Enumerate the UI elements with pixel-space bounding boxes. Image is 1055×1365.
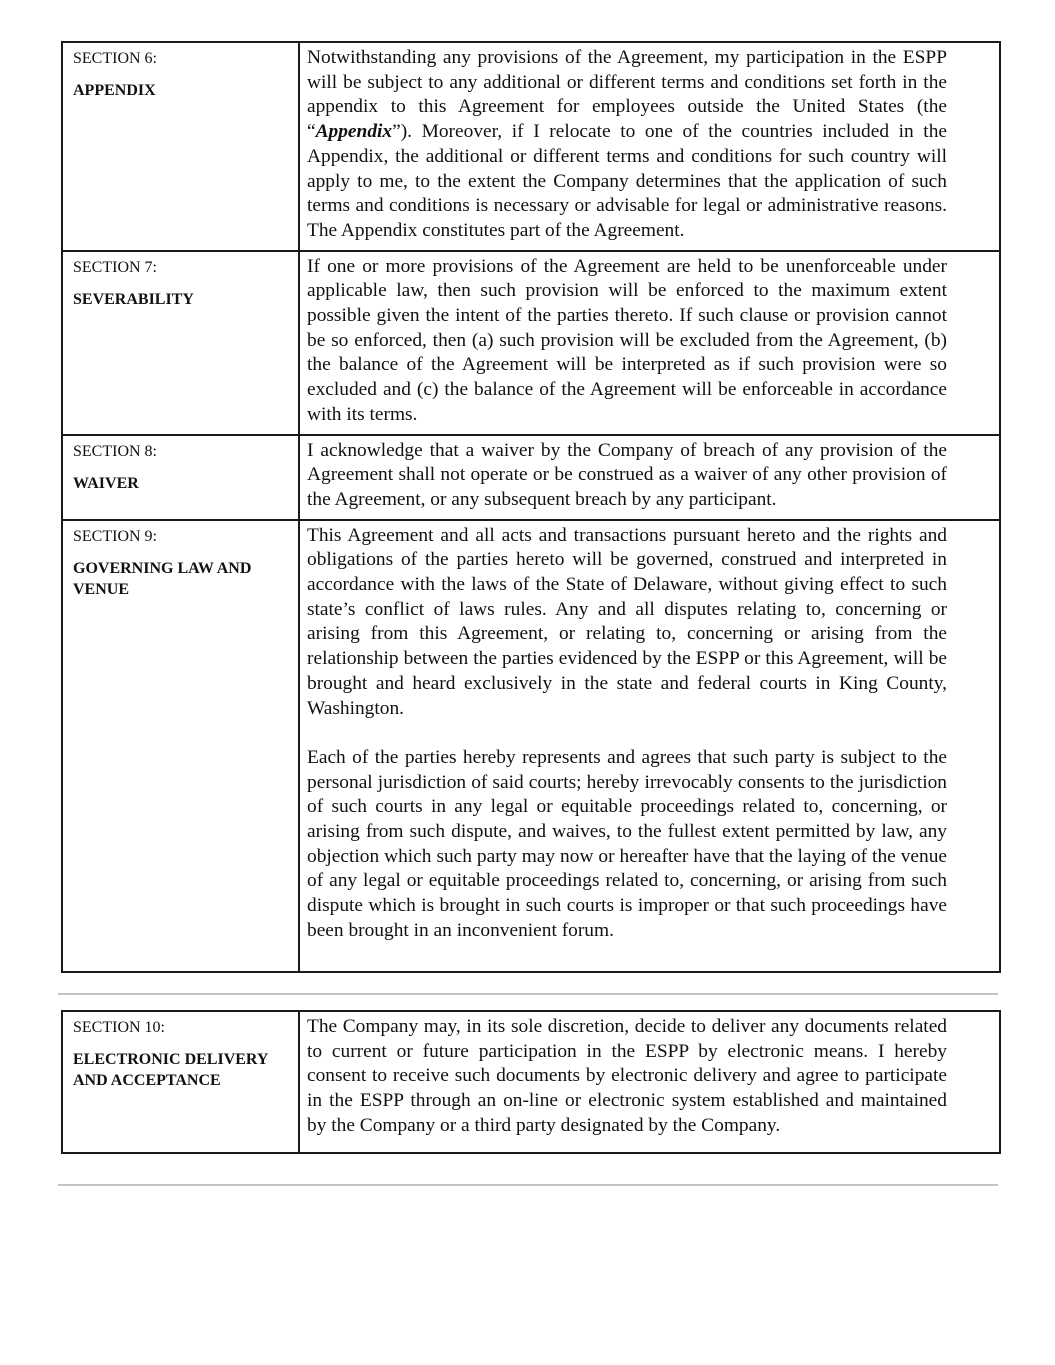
section-heading: APPENDIX bbox=[73, 82, 156, 99]
section-row-6 bbox=[62, 42, 1000, 251]
section-heading: SEVERABILITY bbox=[73, 290, 194, 308]
section-row-8 bbox=[62, 435, 1000, 520]
section-number: SECTION 6: bbox=[73, 50, 157, 67]
section-body-text bbox=[307, 46, 947, 244]
section-body-cell bbox=[299, 42, 1000, 251]
section-heading: WAIVER bbox=[73, 474, 139, 492]
section-body-text-part: ”). Moreover, if I relocate to one of the countries included in the Appendix, the additional or different terms and conditions for such country will apply to me, to the extent the Company determines that the application of such terms and conditions is necessary or advisable for legal or administrative reasons. The Appendix constitutes part of the Agreement. bbox=[307, 121, 947, 241]
section-body-text: I acknowledge that a waiver by the Company of breach of any provision of the Agreement shall not operate or be construed as a waiver of any other provision of the Agreement, or any subsequent breach by any participant. bbox=[307, 439, 947, 510]
sections-table-1 bbox=[61, 41, 1001, 973]
section-number: SECTION 7: bbox=[73, 258, 157, 276]
section-body-paragraph: Each of the parties hereby represents and agrees that such party is subject to the personal jurisdiction of said courts; hereby irrevocably consents to the jurisdiction of such courts in any legal or equitable proceedings related to, concerning, or arising from such dispute, and waives, to the fullest extent permitted by law, any objection which such party may now or hereafter have that the laying of the venue of any legal or equitable proceedings related to, concerning, or arising from such dispute which is brought in such courts is improper or that such proceedings have been brought in an inconvenient forum. bbox=[307, 746, 947, 941]
section-number: SECTION 10: bbox=[73, 1019, 165, 1036]
section-body-cell bbox=[299, 251, 1000, 435]
section-number: SECTION 8: bbox=[73, 442, 157, 460]
section-row-7 bbox=[62, 251, 1000, 435]
section-body-cell bbox=[299, 435, 1000, 520]
section-body-paragraph: This Agreement and all acts and transactions pursuant hereto and the rights and obligations of the parties hereto will be governed, construed and interpreted in accordance with the laws of the State of Delaware, without giving effect to such state’s conflict of laws rules. Any and all disputes relating to, concerning or arising from this Agreement, or relating to, concerning or arising from the relationship between the parties evidenced by the ESPP or this Agreement, will be brought and heard exclusively in the state and federal courts in King County, Washington. bbox=[307, 524, 947, 719]
section-label-cell bbox=[62, 251, 299, 435]
section-row-10 bbox=[62, 1011, 1000, 1153]
section-label-cell bbox=[62, 520, 299, 972]
section-number: SECTION 9: bbox=[73, 527, 157, 545]
section-heading: ELECTRONIC DELIVERY AND ACCEPTANCE bbox=[73, 1051, 268, 1089]
section-body-text: If one or more provisions of the Agreement are held to be unenforceable under applicable law, then such provision will be enforced to the maximum extent possible given the intent of the parties thereto. If such clause or provision cannot be so enforced, then (a) such provision will be excluded from the Agreement, (b) the balance of the Agreement will be interpreted as if such provision were so excluded and (c) the balance of the Agreement will be enforceable in accordance with its terms. bbox=[307, 255, 947, 425]
section-heading: GOVERNING LAW AND VENUE bbox=[73, 559, 252, 598]
section-body-cell bbox=[299, 520, 1000, 972]
section-label-cell bbox=[62, 435, 299, 520]
section-label-cell bbox=[62, 1011, 299, 1153]
sections-table-2 bbox=[61, 1010, 1001, 1154]
horizontal-divider bbox=[58, 993, 998, 995]
section-body-text: The Company may, in its sole discretion, decide to deliver any documents related to current or future participation in the ESPP by electronic means. I hereby consent to receive such documents by electronic delivery and agree to participate in the ESPP through an on-line or electronic system established and maintained by the Company or a third party designated by the Company. bbox=[307, 1016, 947, 1136]
section-label-cell bbox=[62, 42, 299, 251]
section-body-text-part: Notwithstanding any provisions of the Agreement, my participation in the ESPP will be subject to any additional or different terms and conditions set forth in the appendix to this Agreement for employees outside the United States (the “ bbox=[307, 47, 947, 143]
section-row-9 bbox=[62, 520, 1000, 972]
section-body-cell bbox=[299, 1011, 1000, 1153]
horizontal-divider bbox=[58, 1184, 998, 1186]
defined-term-appendix: Appendix bbox=[315, 121, 393, 143]
